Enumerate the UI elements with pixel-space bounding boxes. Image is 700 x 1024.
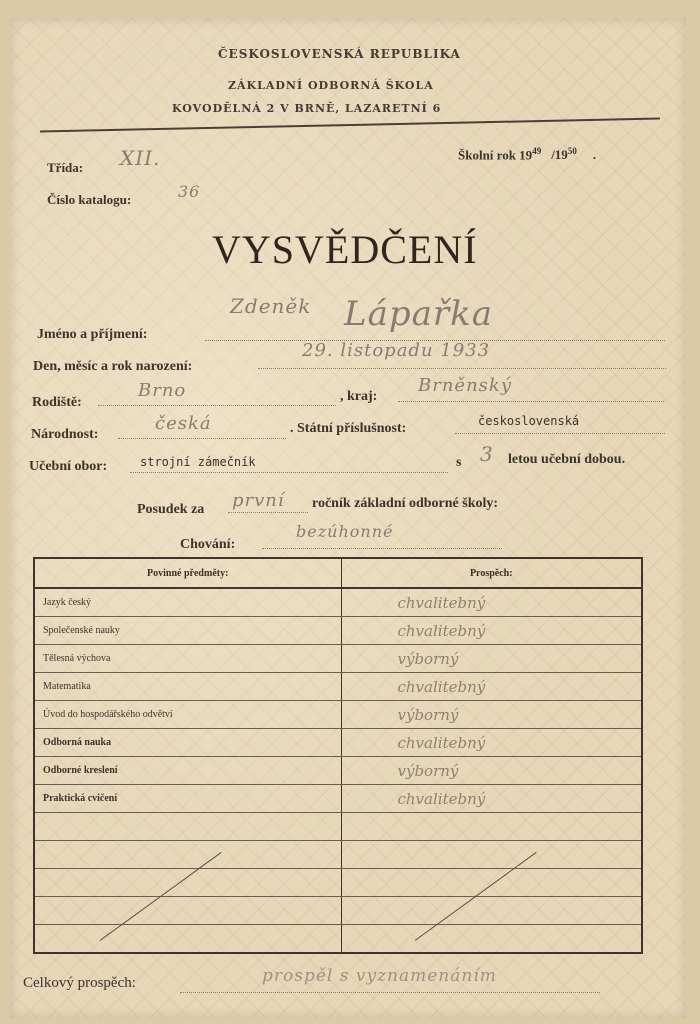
birthplace-value: Brno xyxy=(138,380,187,401)
duration-prefix: s xyxy=(456,455,462,470)
assessment-prefix: Posudek za xyxy=(137,502,205,517)
grade-cell: chvalitebný xyxy=(341,588,642,617)
republic-heading: ČESKOSLOVENSKÁ REPUBLIKA xyxy=(218,47,461,61)
behavior-label: Chování: xyxy=(180,537,236,552)
subject-cell: Odborná nauka xyxy=(34,729,341,757)
subject-cell: Praktická cvičení xyxy=(34,785,341,813)
empty-row xyxy=(34,813,642,841)
grade-cell: výborný xyxy=(341,701,642,729)
empty-subject-cell xyxy=(34,925,341,954)
empty-subject-cell xyxy=(34,813,341,841)
duration-suffix: letou učební dobou. xyxy=(508,452,626,467)
birth-label: Den, měsíc a rok narození: xyxy=(33,359,193,374)
region-label: , kraj: xyxy=(340,389,378,404)
empty-grade-cell xyxy=(341,897,642,925)
year-end: . xyxy=(592,147,597,163)
subject-cell: Úvod do hospodářského odvětví xyxy=(34,701,341,729)
grades-header-row xyxy=(34,558,642,588)
birth-dots xyxy=(258,368,666,369)
last-name-value: Lápařka xyxy=(344,294,494,334)
subject-cell: Tělesná výchova xyxy=(34,645,341,673)
table-row xyxy=(34,645,642,673)
nationality-value: česká xyxy=(155,413,212,434)
birthplace-label: Rodiště: xyxy=(32,395,82,410)
table-row xyxy=(34,729,642,757)
empty-row xyxy=(34,841,642,869)
grades-table xyxy=(33,557,643,954)
subject-cell: Matematika xyxy=(34,673,341,701)
field-dots xyxy=(130,472,448,473)
school-year xyxy=(458,146,596,163)
document-title: VYSVĚDČENÍ xyxy=(212,227,478,272)
subject-cell: Odborné kreslení xyxy=(34,757,341,785)
field-value: strojní zámečník xyxy=(140,455,256,469)
grade-cell: chvalitebný xyxy=(341,673,642,701)
nationality-dots xyxy=(118,438,286,439)
empty-row xyxy=(34,869,642,897)
subjects-column-header: Povinné předměty: xyxy=(34,558,341,588)
table-row xyxy=(34,701,642,729)
field-label: Učební obor: xyxy=(29,459,108,474)
nationality-label: Národnost: xyxy=(31,427,99,442)
duration-value: 3 xyxy=(480,442,494,466)
region-dots xyxy=(398,401,664,402)
year-sep: /19 xyxy=(551,147,568,163)
year-to: 50 xyxy=(567,146,577,156)
grade-cell: chvalitebný xyxy=(341,617,642,645)
school-name-line1: ZÁKLADNÍ ODBORNÁ ŠKOLA xyxy=(228,79,434,92)
catalog-label: Číslo katalogu: xyxy=(47,192,132,207)
table-row xyxy=(34,673,642,701)
subject-cell: Společenské nauky xyxy=(34,617,341,645)
school-year-label: Školní rok 19 xyxy=(458,147,533,163)
name-label: Jméno a příjmení: xyxy=(37,327,148,342)
empty-subject-cell xyxy=(34,897,341,925)
grade-cell: chvalitebný xyxy=(341,729,642,757)
table-row xyxy=(34,588,642,617)
empty-subject-cell xyxy=(34,869,341,897)
assessment-year-dots xyxy=(228,512,308,513)
grade-cell: chvalitebný xyxy=(341,785,642,813)
assessment-suffix: ročník základní odborné školy: xyxy=(312,496,499,511)
behavior-dots xyxy=(262,548,502,549)
assessment-year-value: první xyxy=(232,490,285,511)
empty-grade-cell xyxy=(341,869,642,897)
grade-cell: výborný xyxy=(341,645,642,673)
empty-subject-cell xyxy=(34,841,341,869)
citizenship-value: československá xyxy=(478,414,580,428)
first-name-value: Zdeněk xyxy=(230,294,312,318)
table-row xyxy=(34,757,642,785)
year-from: 49 xyxy=(532,146,542,156)
empty-grade-cell xyxy=(341,841,642,869)
grades-column-header: Prospěch: xyxy=(341,558,642,588)
behavior-value: bezúhonné xyxy=(296,522,394,541)
catalog-value: 36 xyxy=(178,182,201,201)
empty-grade-cell xyxy=(341,925,642,954)
overall-label: Celkový prospěch: xyxy=(23,975,136,991)
class-value: XII. xyxy=(120,146,161,170)
empty-row xyxy=(34,925,642,954)
class-label: Třída: xyxy=(47,160,84,175)
grade-cell: výborný xyxy=(341,757,642,785)
citizenship-dots xyxy=(455,433,665,434)
table-row xyxy=(34,785,642,813)
subject-cell: Jazyk český xyxy=(34,588,341,617)
citizenship-label: . Státní příslušnost: xyxy=(290,421,407,436)
region-value: Brněnský xyxy=(418,375,512,396)
school-name-line2: KOVODĚLNÁ 2 V BRNĚ, LAZARETNÍ 6 xyxy=(172,102,442,115)
birthplace-dots xyxy=(98,405,336,406)
birth-value: 29. listopadu 1933 xyxy=(302,340,491,361)
empty-grade-cell xyxy=(341,813,642,841)
overall-value: prospěl s vyznamenáním xyxy=(262,966,497,986)
table-row xyxy=(34,617,642,645)
overall-dots xyxy=(180,992,600,993)
